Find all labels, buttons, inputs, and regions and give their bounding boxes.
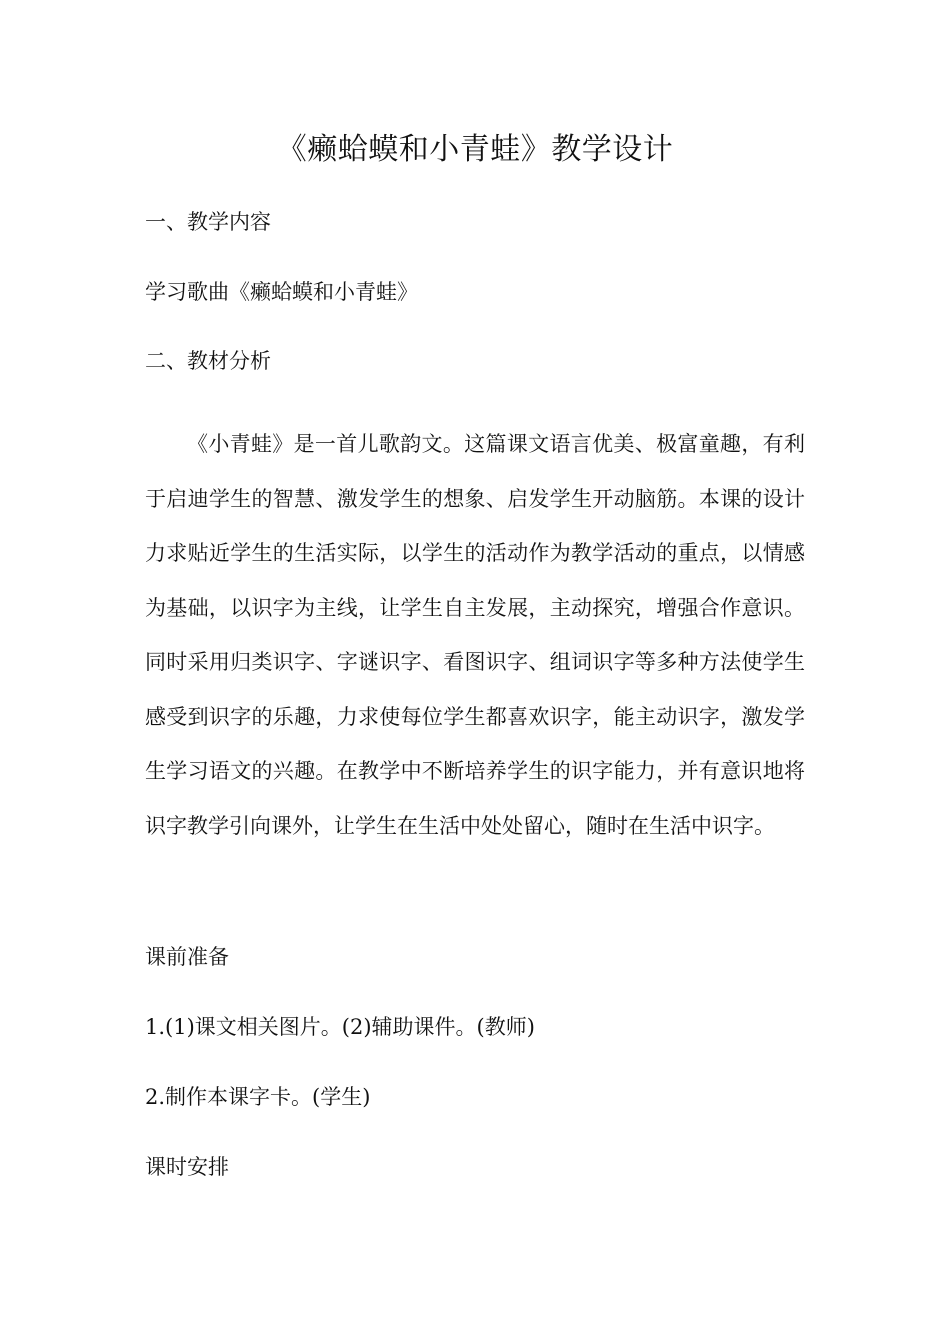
section-heading-material-analysis: 二、教材分析 xyxy=(145,349,271,373)
section-heading-preparation: 课前准备 xyxy=(145,945,229,969)
section-heading-teaching-content: 一、教学内容 xyxy=(145,210,271,234)
document-title: 《癞蛤蟆和小青蛙》教学设计 xyxy=(276,132,674,167)
section-text-teaching-content: 学习歌曲《癞蛤蟆和小青蛙》 xyxy=(145,280,418,304)
section-heading-schedule: 课时安排 xyxy=(145,1155,229,1179)
material-analysis-paragraph: 《小青蛙》是一首儿歌韵文。这篇课文语言优美、极富童趣，有利于启迪学生的智慧、激发学生的想象、启发学生开动脑筋。本课的设计力求贴近学生的生活实际，以学生的活动作为教学活动的重点，以情感为基础，以识字为主线，让学生自主发展，主动探究，增强合作意识。同时采用归类识字、字谜识字、看图识字、组词识字等多种方法使学生感受到识字的乐趣，力求使每位学生都喜欢识字，能主动识字，激发学生学习语文的兴趣。在教学中不断培养学生的识字能力，并有意识地将识字教学引向课外，让学生在生活中处处留心，随时在生活中识字。 xyxy=(145,432,805,838)
preparation-item-2: 2.制作本课字卡。(学生) xyxy=(145,1085,371,1109)
preparation-item-1: 1.(1)课文相关图片。(2)辅助课件。(教师) xyxy=(145,1015,535,1039)
